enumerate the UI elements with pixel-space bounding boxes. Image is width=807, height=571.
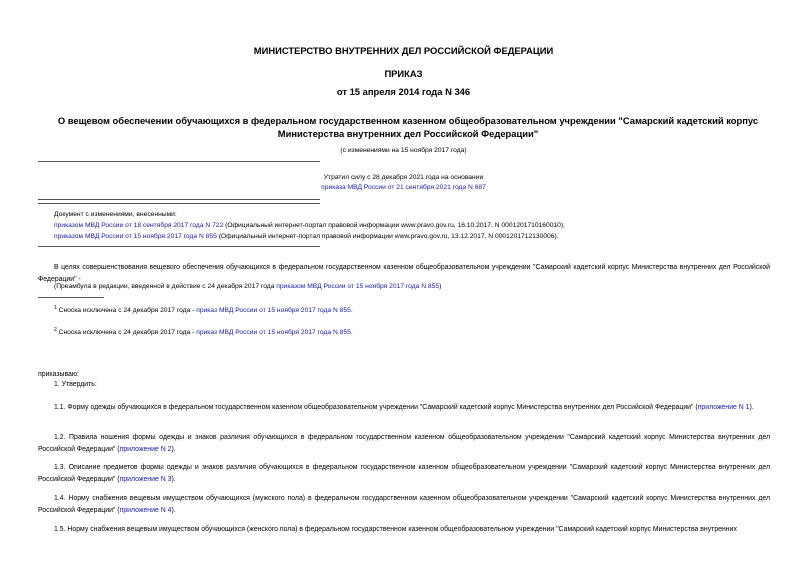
order-subitem [38,462,770,485]
amendment-link[interactable]: приказом МВД России от 15 ноября 2017 года N 855 [54,233,217,240]
footnote [54,305,353,314]
preamble-note [54,283,441,290]
appendix-link[interactable]: приложение N 3 [119,475,172,483]
subitem-text: 1.4. Норму снабжения вещевым имуществом обучающихся (мужского пола) в федеральном государственном казенном общеобразовательном учреждении "Самарский кадетский корпус Министерства внутренних дел Российской Федерации" ( [38,495,770,514]
preamble-note-link[interactable]: приказом МВД России от 15 ноября 2017 года N 855 [276,283,440,290]
footnote-link[interactable]: приказ МВД России от 15 ноября 2017 года N 855 [196,329,351,337]
expired-link[interactable]: приказа МВД России от 21 сентября 2021 года N 687 [321,184,486,191]
order-subitem [38,402,770,414]
footnote-marker: 1 [54,305,57,311]
appendix-link[interactable]: приложение N 1 [697,404,750,411]
appendix-link[interactable]: приложение N 4 [119,506,172,514]
divider [38,246,320,247]
order-subitem [38,524,770,536]
amendment-text: (Официальный интернет-портал правовой информации www.pravo.gov.ru, 16.10.2017, N 0001201710160010); [223,222,565,229]
expired-notice: Утратил силу с 28 декабря 2021 года на основании [323,174,484,181]
footnote [54,327,353,336]
footnote-end: . [350,329,353,337]
ministry-heading: МИНИСТЕРСТВО ВНУТРЕННИХ ДЕЛ РОССИЙСКОЙ ФЕДЕРАЦИИ [253,45,554,56]
amendment-item [54,233,559,240]
footnote-link[interactable]: приказ МВД России от 15 ноября 2017 года N 855 [196,307,351,315]
footnote-text: Сноска исключена с 24 декабря 2017 года - [56,329,197,337]
subitem-text: 1.3. Описание предметов формы одежды и знаков различия обучающихся в федеральном государственном казенном общеобразовательном учреждении "Самарский кадетский корпус Министерства внутренних дел Российской Федерации" ( [38,464,770,483]
order-heading: ПРИКАЗ [384,68,423,79]
divider [38,199,320,200]
changes-note: (с изменениями на 15 ноября 2017 года) [340,147,467,154]
preamble-note-suffix: ) [439,283,442,290]
divider [38,161,320,162]
divider [38,203,320,204]
preamble-note-prefix: (Преамбула в редакции, введенной в действие с 24 декабря 2017 года [54,283,277,290]
order-subitem [38,432,770,455]
subitem-end: ). [171,475,176,483]
appendix-link[interactable]: приложение N 2 [119,445,172,453]
order-date: от 15 апреля 2014 года N 346 [336,86,471,97]
amendment-item [54,222,565,229]
footnote-marker: 2 [54,327,57,333]
document-title: О вещевом обеспечении обучающихся в федеральном государственном казенном общеобразовательном учреждении "Самарский кадетский корпус Министерства внутренних дел Российской Федерации" [57,115,759,139]
preamble: В целях совершенствования вещевого обеспечения обучающихся в федеральном государственном казенном общеобразовательном учреждении "Самарский кадетский корпус Министерства внутренних дел Российской Федерации" - [38,264,770,283]
amendment-link[interactable]: приказом МВД России от 18 сентября 2017 года N 722 [54,222,224,229]
subitem-text: 1.1. Форму одежды обучающихся в федеральном государственном казенном общеобразовательном учреждении "Самарский кадетский корпус Министерства внутренних дел Российской Федерации" ( [54,404,698,411]
amendments-intro: Документ с изменениями, внесенными: [54,211,177,218]
footnote-divider [38,297,104,298]
order-subitem [38,493,770,516]
order-item-1: 1. Утвердить: [54,381,97,388]
subitem-text: 1.2. Правила ношения формы одежды и знаков различия обучающихся в федеральном государственном казенном общеобразовательном учреждении "Самарский кадетский корпус Министерства внутренних дел Российской Федерации" ( [38,434,770,453]
subitem-end: ). [171,506,176,514]
subitem-text: 1.5. Норму снабжения вещевым имуществом обучающихся (женского пола) в федеральном государственном казенном общеобразовательном учреждении "Самарский кадетский корпус Министерства внутренних [54,526,737,533]
subitem-end: ). [171,445,176,453]
order-command: приказываю: [38,371,79,378]
subitem-end: ). [749,404,754,411]
footnote-text: Сноска исключена с 24 декабря 2017 года - [56,307,197,315]
amendment-text: (Официальный интернет-портал правовой информации www.pravo.gov.ru, 13.12.2017, N 0001201712130006). [216,233,559,240]
footnote-end: . [350,307,353,315]
